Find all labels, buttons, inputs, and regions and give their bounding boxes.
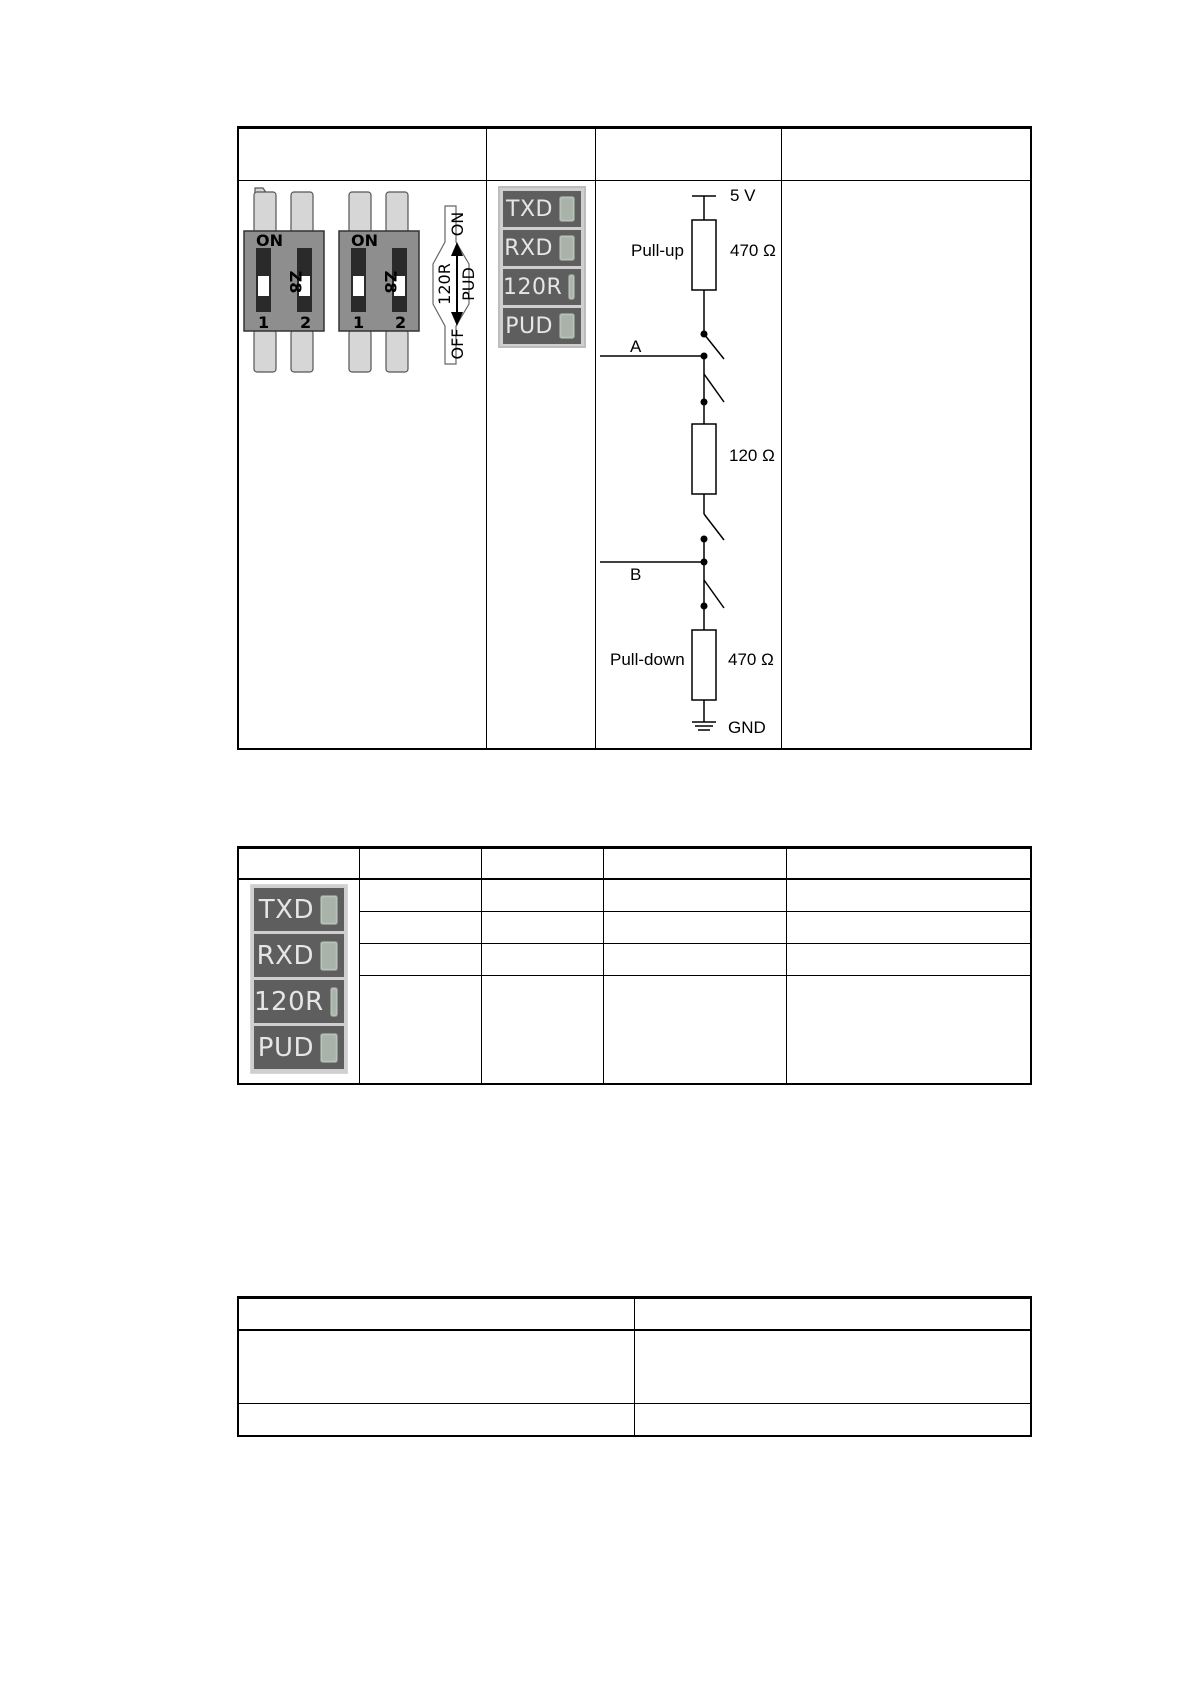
switch-2-z8-label: Z8 bbox=[381, 270, 400, 294]
dip-switch-2 bbox=[339, 192, 419, 372]
table-2-row-divider-1 bbox=[359, 911, 1031, 912]
led-lamp-txd bbox=[559, 196, 575, 222]
table-1-col-divider-3 bbox=[781, 128, 782, 748]
pulldown-value: 470 Ω bbox=[728, 650, 774, 669]
switch-1-pos-1: 1 bbox=[258, 313, 270, 332]
led-row-large-pud bbox=[254, 1026, 344, 1069]
led-label-pud: PUD bbox=[505, 313, 553, 339]
led-row-large-120r bbox=[254, 980, 344, 1023]
table-2-col-divider-4 bbox=[786, 848, 787, 1083]
legend-on-label: ON bbox=[448, 211, 467, 237]
switch-1-z8-label: Z8 bbox=[286, 270, 305, 294]
dip-switch-1 bbox=[244, 188, 324, 372]
led-row-120r bbox=[503, 269, 581, 305]
switch-2-pos-1: 1 bbox=[353, 313, 365, 332]
table-2-row-divider-2 bbox=[359, 943, 1031, 944]
led-row-rxd bbox=[503, 230, 581, 266]
termination-circuit-diagram bbox=[598, 184, 780, 744]
switch-legend bbox=[433, 206, 478, 364]
switch-2-pos-2: 2 bbox=[395, 313, 407, 332]
termination-switch bbox=[704, 514, 724, 540]
b-switch bbox=[704, 580, 724, 608]
termination-resistor bbox=[692, 424, 716, 494]
table-2-header-divider bbox=[237, 878, 1032, 880]
led-row-txd bbox=[503, 191, 581, 227]
table-3-col-divider bbox=[634, 1298, 635, 1435]
led-lamp-rxd bbox=[559, 235, 575, 261]
led-label-large-120r: 120R bbox=[254, 986, 324, 1017]
led-label-txd: TXD bbox=[506, 196, 553, 222]
led-row-pud bbox=[503, 308, 581, 344]
table-2-col-divider-1 bbox=[359, 848, 360, 1083]
a-switch bbox=[704, 374, 724, 402]
pullup-resistor bbox=[692, 220, 716, 290]
led-label-large-pud: PUD bbox=[257, 1032, 314, 1063]
pulldown-label: Pull-down bbox=[610, 650, 685, 669]
led-lamp-large-rxd bbox=[320, 941, 338, 971]
dip-switch-graphic bbox=[240, 184, 482, 378]
legend-120r-label: 120R bbox=[435, 263, 454, 305]
pullup-label: Pull-up bbox=[631, 241, 684, 260]
table-2-col-divider-3 bbox=[603, 848, 604, 1083]
table-2-frame bbox=[237, 846, 1032, 1085]
led-lamp-large-txd bbox=[320, 895, 338, 925]
legend-pud-label: PUD bbox=[459, 267, 478, 301]
termination-value: 120 Ω bbox=[729, 446, 775, 465]
legend-off-label: OFF bbox=[448, 328, 467, 360]
pullup-value: 470 Ω bbox=[730, 241, 776, 260]
led-panel-small bbox=[498, 186, 586, 348]
led-row-large-rxd bbox=[254, 934, 344, 977]
switch-1-on-label: ON bbox=[256, 231, 283, 250]
ground-label: GND bbox=[728, 718, 766, 737]
led-label-large-rxd: RXD bbox=[256, 940, 314, 971]
led-label-120r: 120R bbox=[503, 274, 563, 300]
line-a-label: A bbox=[630, 337, 642, 356]
table-2-col-divider-2 bbox=[481, 848, 482, 1083]
switch-2-on-label: ON bbox=[351, 231, 378, 250]
led-label-rxd: RXD bbox=[504, 235, 553, 261]
led-label-large-txd: TXD bbox=[258, 894, 314, 925]
led-lamp-large-pud bbox=[320, 1033, 338, 1063]
table-1-col-divider-2 bbox=[595, 128, 596, 748]
led-lamp-120r bbox=[568, 274, 575, 300]
table-1-col-divider-1 bbox=[486, 128, 487, 748]
supply-label: 5 V bbox=[730, 186, 756, 205]
pulldown-resistor bbox=[692, 630, 716, 700]
table-2-row-divider-3 bbox=[359, 975, 1031, 976]
led-row-large-txd bbox=[254, 888, 344, 931]
line-b-label: B bbox=[630, 565, 642, 584]
led-lamp-large-120r bbox=[330, 987, 338, 1017]
table-1-header-divider bbox=[237, 180, 1032, 181]
switch-1-pos-2: 2 bbox=[300, 313, 312, 332]
led-panel-large bbox=[250, 884, 348, 1074]
led-lamp-pud bbox=[559, 313, 575, 339]
